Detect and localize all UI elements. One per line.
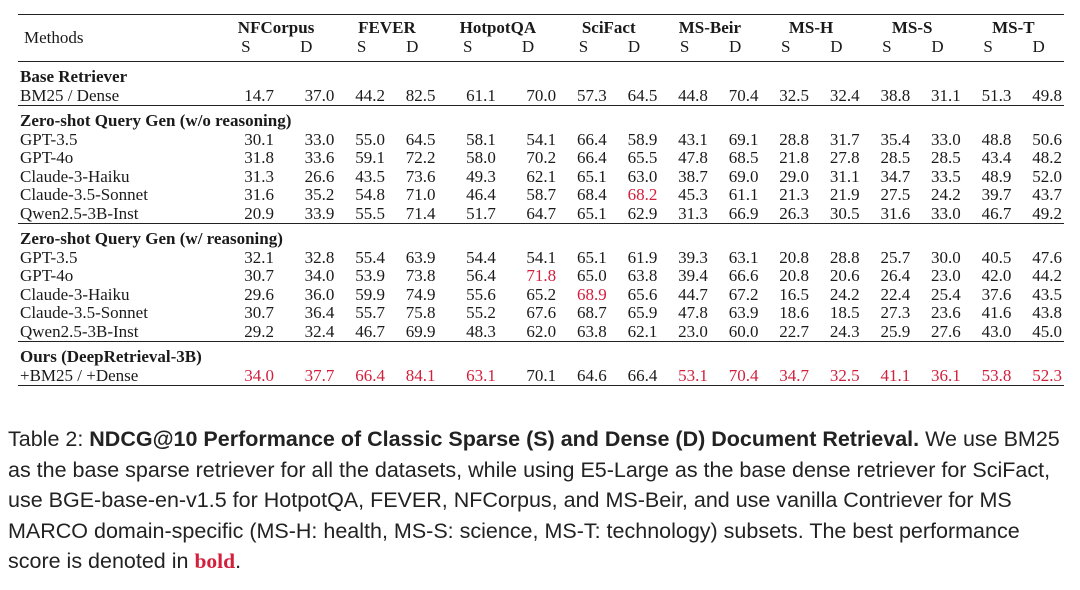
score-cell: 34.0 [304,266,335,285]
score-cell: 64.7 [526,203,557,223]
score-cell: 55.7 [355,303,385,322]
score-cell: 31.1 [829,166,860,186]
sparse-subheader: S [356,36,367,56]
score-cell: 54.4 [466,247,496,267]
table-caption [8,424,1072,577]
score-cell: 29.6 [244,284,275,304]
score-cell: 28.5 [931,148,961,167]
score-cell: 62.1 [627,321,658,341]
table-row [18,131,1064,150]
score-cell: 65.1 [576,166,607,186]
score-cell: 24.2 [931,185,961,204]
score-cell: 48.2 [1032,148,1062,167]
method-name: Qwen2.5-3B-Inst [20,203,139,223]
score-cell: 20.9 [244,203,275,223]
score-cell: 58.1 [466,129,496,149]
score-cell: 34.7 [880,166,911,186]
score-cell: 21.9 [829,185,860,204]
score-cell: 58.9 [627,129,658,149]
score-cell: 21.3 [779,185,810,204]
score-cell: 23.0 [931,266,961,285]
score-cell: 47.8 [678,303,708,322]
score-cell: 69.9 [405,321,436,341]
score-cell: 59.1 [355,148,385,167]
score-cell: 39.4 [678,266,708,285]
score-cell: 63.8 [627,266,658,285]
table-row [18,168,1064,187]
score-cell: 22.7 [779,321,810,341]
score-cell: 32.4 [304,321,335,341]
method-name: Claude-3.5-Sonnet [20,185,148,204]
score-cell: 62.9 [627,203,658,223]
method-name: GPT-4o [20,266,74,285]
score-cell: 65.2 [526,284,557,304]
score-cell: 35.4 [880,129,911,149]
score-cell: 27.3 [880,303,911,322]
dense-subheader: D [627,36,641,56]
score-cell: 38.8 [880,85,911,105]
score-cell: 31.6 [880,203,911,223]
score-cell: 56.4 [466,266,496,285]
score-cell: 48.9 [981,166,1012,186]
score-cell: 61.1 [728,185,759,204]
score-cell: 31.3 [678,203,708,223]
score-cell: 49.2 [1032,203,1062,223]
score-cell: 74.9 [405,284,436,304]
score-cell: 55.4 [355,247,385,267]
table-row [18,323,1064,342]
score-cell: 60.0 [728,321,759,341]
dataset-header: SciFact [581,18,636,37]
score-cell: 30.7 [244,303,275,322]
score-cell: 55.0 [355,129,385,149]
dense-subheader: D [406,36,419,56]
score-cell: 41.6 [981,303,1012,322]
score-cell: 32.1 [244,247,275,267]
score-cell: 33.9 [304,203,335,223]
caption-label: Table 2: [8,427,90,451]
score-cell: 71.0 [405,185,436,204]
score-cell: 33.0 [931,129,961,149]
score-cell: 53.8 [963,367,1014,386]
dense-subheader: D [300,36,313,56]
score-cell: 54.8 [355,185,385,204]
results-table [18,14,1064,386]
dataset-header: FEVER [358,18,416,37]
table-row [18,286,1064,305]
score-cell: 84.1 [387,367,438,386]
dense-subheader: D [931,36,944,56]
score-cell: 25.7 [880,247,911,267]
score-cell: 65.1 [576,203,607,223]
score-cell: 63.0 [627,166,658,186]
method-name: GPT-4o [20,148,74,167]
group-header-row [18,342,1064,367]
score-cell: 43.1 [678,129,708,149]
score-cell: 26.4 [880,266,911,285]
score-cell: 36.4 [304,303,335,322]
score-cell: 53.1 [659,367,710,386]
score-cell: 53.9 [355,266,385,285]
method-name: +BM25 / +Dense [18,367,216,386]
score-cell: 33.5 [931,166,961,186]
score-cell: 44.7 [678,284,708,304]
method-name: GPT-3.5 [20,247,78,267]
score-cell: 68.7 [576,303,607,322]
score-cell: 43.5 [1032,284,1062,304]
method-name: BM25 / Dense [20,85,120,105]
score-cell: 38.7 [678,166,708,186]
score-cell: 44.2 [1032,266,1062,285]
score-cell: 62.1 [526,166,557,186]
score-cell: 52.3 [1013,367,1064,386]
score-cell: 66.4 [336,367,387,386]
score-cell: 29.2 [244,321,275,341]
score-cell: 43.4 [981,148,1012,167]
method-name: Claude-3.5-Sonnet [20,303,148,322]
score-cell: 37.6 [981,284,1012,304]
score-cell: 27.8 [829,148,860,167]
score-cell: 64.5 [627,85,658,105]
score-cell: 66.4 [576,148,607,167]
score-cell: 28.5 [880,148,911,167]
sparse-subheader: S [983,36,993,56]
score-cell: 28.8 [829,247,860,267]
score-cell: 43.8 [1032,303,1062,322]
dense-subheader: D [521,36,535,56]
dense-subheader: D [830,36,843,56]
score-cell: 69.1 [728,129,759,149]
score-cell: 73.6 [405,166,436,186]
score-cell: 68.5 [728,148,759,167]
score-cell: 61.9 [627,247,658,267]
group-header-row [18,224,1064,249]
score-cell: 46.7 [981,203,1012,223]
caption-end: . [235,549,242,573]
table-body [18,62,1064,386]
score-cell: 30.0 [931,247,961,267]
score-cell: 71.8 [526,266,557,285]
score-cell: 20.8 [779,247,810,267]
score-cell: 31.3 [244,166,275,186]
score-cell: 63.1 [728,247,759,267]
score-cell: 82.5 [405,85,436,105]
score-cell: 24.2 [829,284,860,304]
score-cell: 67.2 [728,284,759,304]
score-cell: 47.8 [678,148,708,167]
score-cell: 29.0 [779,166,810,186]
score-cell: 68.2 [627,185,658,204]
score-cell: 25.4 [931,284,961,304]
score-cell: 58.7 [526,185,557,204]
sparse-subheader: S [781,36,791,56]
score-cell: 33.0 [931,203,961,223]
table-row [18,186,1064,205]
score-cell: 70.1 [498,367,558,386]
score-cell: 31.6 [244,185,275,204]
score-cell: 52.0 [1032,166,1062,186]
score-cell: 21.8 [779,148,810,167]
table-row [18,87,1064,106]
score-cell: 44.8 [678,85,708,105]
score-cell: 18.6 [779,303,810,322]
score-cell: 75.8 [405,303,436,322]
dataset-header: NFCorpus [237,18,315,37]
score-cell: 31.8 [244,148,275,167]
dataset-header: MS-H [788,18,834,37]
score-cell: 61.1 [466,85,496,105]
sparse-subheader: S [882,36,892,56]
score-cell: 63.8 [576,321,607,341]
score-cell: 55.6 [466,284,496,304]
score-cell: 40.5 [981,247,1012,267]
score-cell: 41.1 [862,367,913,386]
score-cell: 70.4 [728,85,759,105]
table-row [18,205,1064,224]
score-cell: 39.7 [981,185,1012,204]
dataset-header: MS-Beir [678,18,742,37]
score-cell: 63.1 [438,367,498,386]
score-cell: 43.0 [981,321,1012,341]
score-cell: 34.7 [760,367,811,386]
caption-title: NDCG@10 Performance of Classic Sparse (S) and Dense (D) Document Retrieval. [89,427,920,451]
score-cell: 69.0 [728,166,759,186]
methods-header: Methods [24,27,84,47]
score-cell: 66.4 [576,129,607,149]
score-cell: 33.6 [304,148,335,167]
score-cell: 43.5 [355,166,385,186]
method-name: Claude-3-Haiku [20,284,130,304]
score-cell: 70.0 [526,85,557,105]
method-name: Claude-3-Haiku [20,166,130,186]
score-cell: 65.6 [627,284,658,304]
score-cell: 27.6 [931,321,961,341]
score-cell: 55.2 [466,303,496,322]
score-cell: 68.9 [576,284,607,304]
score-cell: 46.4 [466,185,496,204]
score-cell: 46.7 [355,321,385,341]
score-cell: 63.9 [405,247,436,267]
score-cell: 20.6 [829,266,860,285]
score-cell: 66.4 [609,367,660,386]
score-cell: 16.5 [779,284,810,304]
score-cell: 59.9 [355,284,385,304]
score-cell: 64.6 [558,367,609,386]
score-cell: 31.7 [829,129,860,149]
table-header [18,15,1064,62]
score-cell: 36.0 [304,284,335,304]
score-cell: 73.8 [405,266,436,285]
score-cell: 64.5 [405,129,436,149]
score-cell: 45.3 [678,185,708,204]
score-cell: 58.0 [466,148,496,167]
dataset-header: MS-T [992,18,1035,37]
score-cell: 32.5 [811,367,862,386]
score-cell: 47.6 [1032,247,1062,267]
sparse-subheader: S [679,36,690,56]
table-row [18,367,1064,386]
score-cell: 49.3 [466,166,496,186]
score-cell: 27.5 [880,185,911,204]
score-cell: 63.9 [728,303,759,322]
score-cell: 35.2 [304,185,335,204]
score-cell: 48.3 [466,321,496,341]
group-header-row [18,106,1064,131]
score-cell: 32.8 [304,247,335,267]
score-cell: 65.5 [627,148,658,167]
score-cell: 71.4 [405,203,436,223]
method-name: GPT-3.5 [20,129,78,149]
score-cell: 65.9 [627,303,658,322]
dense-subheader: D [1032,36,1045,56]
group-title: Zero-shot Query Gen (w/ reasoning) [18,224,1064,249]
score-cell: 50.6 [1032,129,1062,149]
sparse-subheader: S [578,36,589,56]
score-cell: 65.0 [576,266,607,285]
dense-subheader: D [729,36,742,56]
method-name: Qwen2.5-3B-Inst [20,321,139,341]
score-cell: 32.5 [779,85,810,105]
score-cell: 57.3 [576,85,607,105]
score-cell: 70.4 [710,367,761,386]
table-row [18,267,1064,286]
score-cell: 31.1 [931,85,961,105]
score-cell: 44.2 [355,85,385,105]
score-cell: 18.5 [829,303,860,322]
group-title: Base Retriever [18,62,1064,87]
score-cell: 42.0 [981,266,1012,285]
score-cell: 32.4 [829,85,860,105]
score-cell: 33.0 [304,129,335,149]
score-cell: 14.7 [244,85,275,105]
score-cell: 20.8 [779,266,810,285]
group-title: Zero-shot Query Gen (w/o reasoning) [18,106,1064,131]
score-cell: 67.6 [526,303,557,322]
table-row [18,149,1064,168]
score-cell: 37.7 [276,367,336,386]
score-cell: 26.3 [779,203,810,223]
table-row [18,304,1064,323]
score-cell: 65.1 [576,247,607,267]
group-title: Ours (DeepRetrieval-3B) [18,342,1064,367]
score-cell: 68.4 [576,185,607,204]
sparse-subheader: S [241,36,251,56]
score-cell: 45.0 [1032,321,1062,341]
score-cell: 37.0 [304,85,335,105]
table-row [18,249,1064,268]
score-cell: 30.1 [244,129,275,149]
caption-bold-word: bold [194,549,236,573]
score-cell: 54.1 [526,129,557,149]
dataset-header: MS-S [891,18,933,37]
score-cell: 28.8 [779,129,810,149]
score-cell: 24.3 [829,321,860,341]
score-cell: 36.1 [912,367,963,386]
score-cell: 54.1 [526,247,557,267]
score-cell: 51.3 [981,85,1012,105]
score-cell: 23.0 [678,321,708,341]
score-cell: 22.4 [880,284,911,304]
score-cell: 72.2 [405,148,436,167]
score-cell: 26.6 [304,166,335,186]
score-cell: 55.5 [355,203,385,223]
score-cell: 70.2 [526,148,557,167]
score-cell: 30.5 [829,203,860,223]
score-cell: 48.8 [981,129,1012,149]
score-cell: 49.8 [1032,85,1062,105]
group-header-row [18,62,1064,87]
score-cell: 23.6 [931,303,961,322]
score-cell: 30.7 [244,266,275,285]
score-cell: 66.6 [728,266,759,285]
score-cell: 25.9 [880,321,911,341]
score-cell: 34.0 [216,367,276,386]
score-cell: 62.0 [526,321,557,341]
score-cell: 66.9 [728,203,759,223]
dataset-header: HotpotQA [459,18,537,37]
score-cell: 43.7 [1032,185,1062,204]
score-cell: 39.3 [678,247,708,267]
sparse-subheader: S [462,36,473,56]
caption-body: We use BM25 as the base sparse retriever for all the datasets, while using E5-Large as the base dense retriever for SciFact, use BGE-base-en-v1.5 for HotpotQA, FEVER, NFCorpus, and MS-Beir, and use vanilla Contriever for MS MARCO domain-specific (MS-H: health, MS-S: science, MS-T: technology) subsets. The best performance score is denoted in [8,427,1060,573]
score-cell: 51.7 [466,203,496,223]
